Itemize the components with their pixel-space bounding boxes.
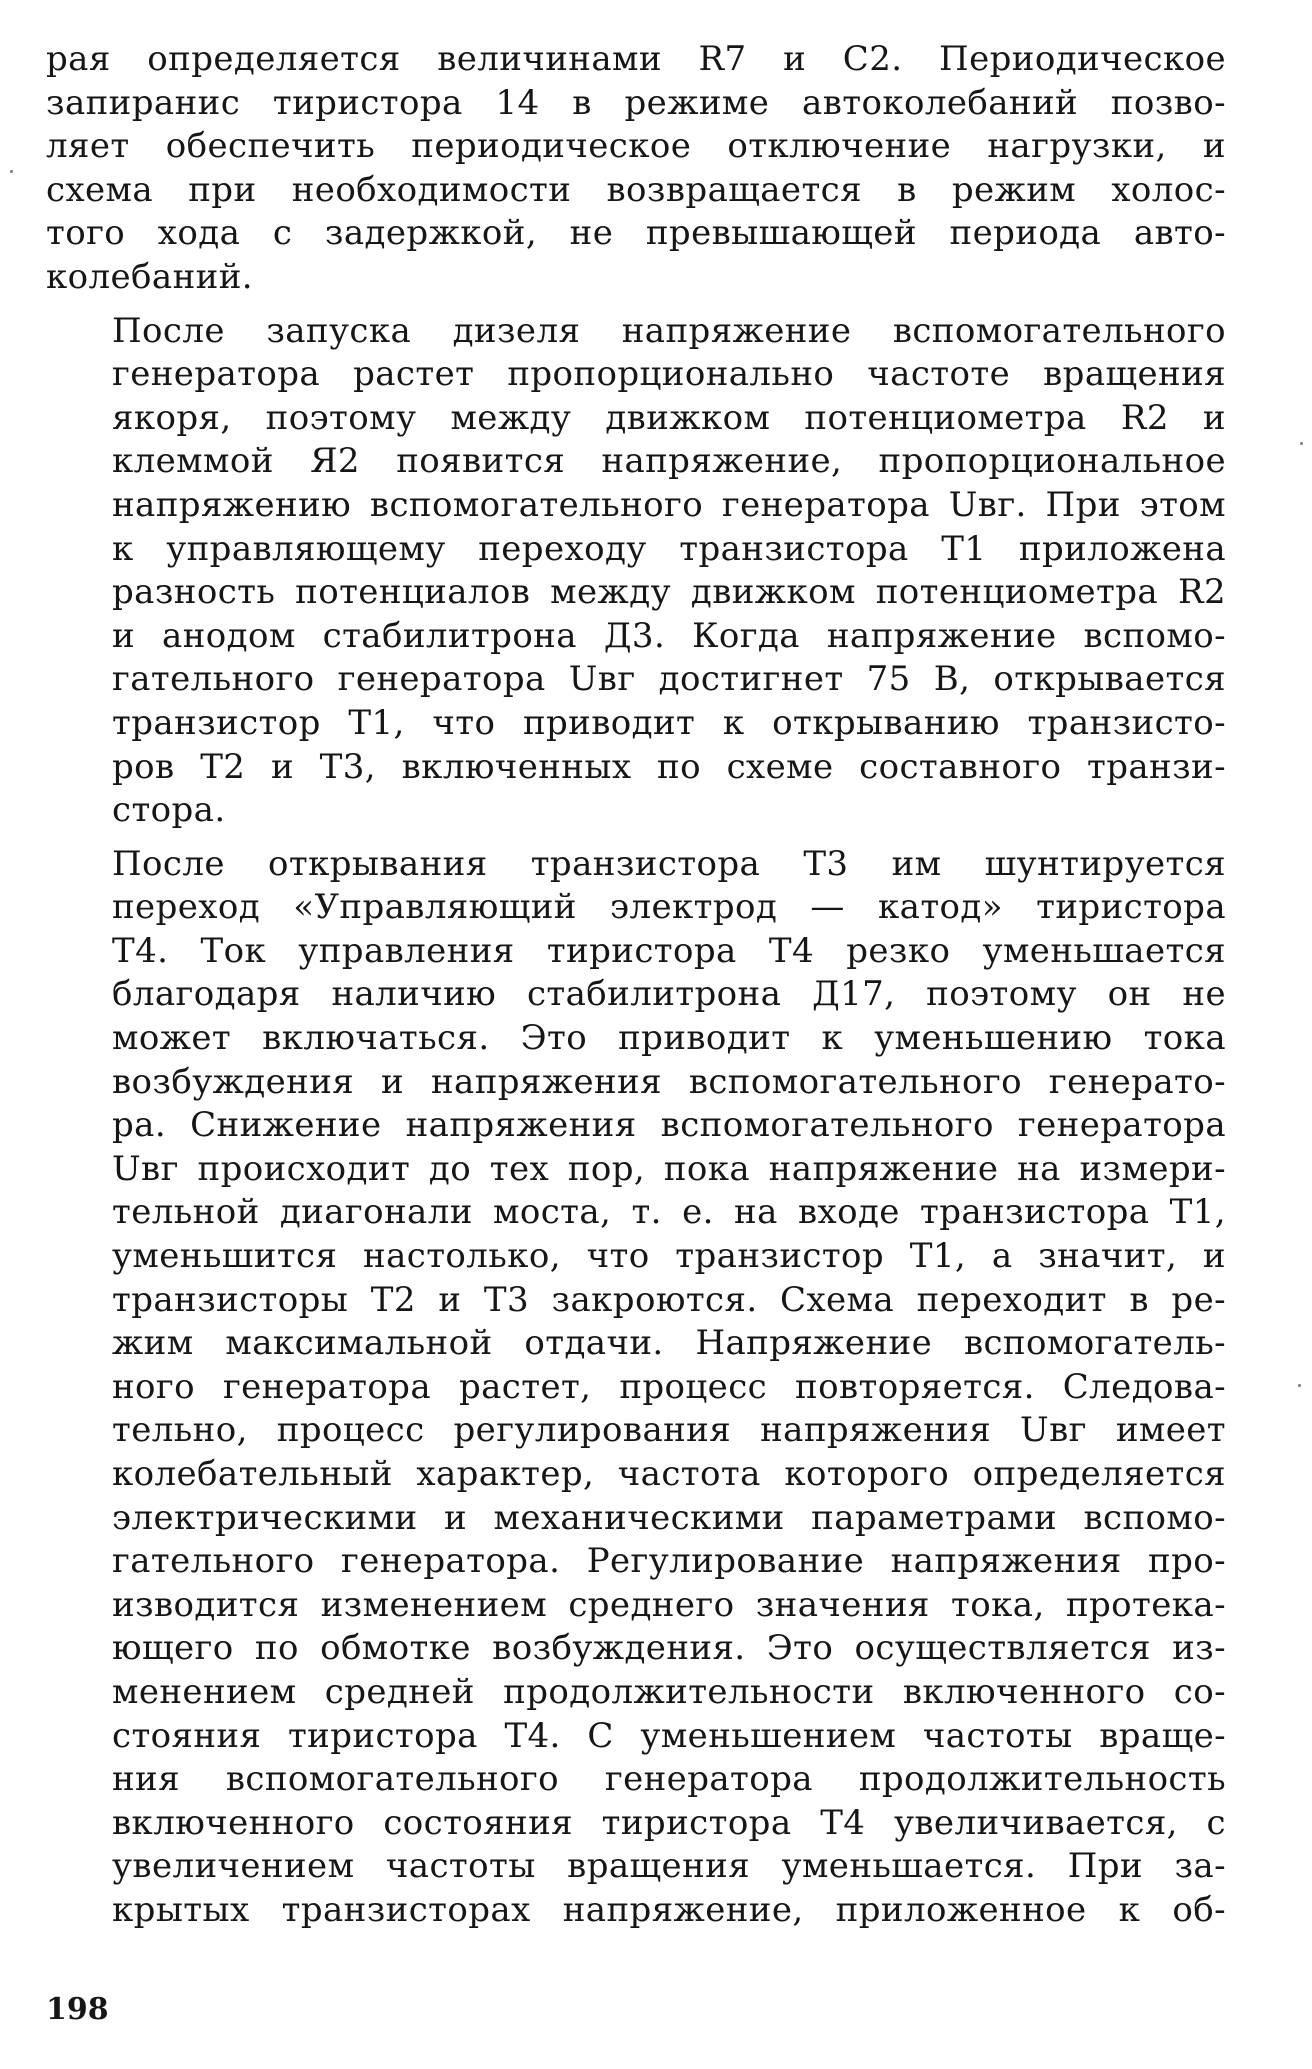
paragraph-3 <box>46 843 1226 1933</box>
text-line: колебаний. <box>46 256 253 297</box>
text-line: благодаря наличию стабилитрона Д17, поэтому он не <box>112 974 1226 1015</box>
text-line: стора. <box>112 790 226 831</box>
scan-speck <box>10 170 13 173</box>
text-line: ров T2 и T3, включенных по схеме составного транзи- <box>112 746 1226 787</box>
text-line: включенного состояния тиристора T4 увеличивается, с <box>112 1802 1226 1843</box>
text-line: T4. Ток управления тиристора T4 резко уменьшается <box>112 930 1226 971</box>
text-line: ющего по обмотке возбуждения. Это осуществляется из- <box>112 1628 1226 1669</box>
text-line: транзисторы T2 и T3 закроются. Схема переходит в ре- <box>112 1279 1226 1320</box>
text-line: менением средней продолжительности включенного со- <box>112 1671 1226 1712</box>
page-number: 198 <box>46 1992 109 2027</box>
text-line: Uвг происходит до тех пор, пока напряжение на измери- <box>112 1148 1226 1189</box>
text-line: рая определяется величинами R7 и C2. Периодическое <box>46 39 1226 79</box>
text-line: крытых транзисторах напряжение, приложенное к об- <box>112 1889 1226 1930</box>
text-line: клеммой Я2 появится напряжение, пропорциональное <box>112 441 1226 482</box>
text-line: ляет обеспечить периодическое отключение нагрузки, и <box>46 126 1226 167</box>
text-line: транзистор T1, что приводит к открыванию транзисто- <box>112 702 1226 743</box>
text-line: электрическими и механическими параметрами вспомо- <box>112 1497 1226 1538</box>
text-line: увеличением частоты вращения уменьшается. При за- <box>112 1846 1226 1887</box>
text-line: После открывания транзистора T3 им шунтируется <box>112 843 1226 884</box>
text-line: ного генератора растет, процесс повторяется. Следова- <box>112 1366 1226 1407</box>
text-line: схема при необходимости возвращается в режим холос- <box>46 169 1226 210</box>
text-line: ра. Снижение напряжения вспомогательного генератора <box>112 1105 1226 1146</box>
scan-speck <box>1300 442 1303 445</box>
text-line: переход «Управляющий электрод — катод» тиристора <box>112 887 1226 928</box>
page-text <box>46 38 1226 2028</box>
text-line: ния вспомогательного генератора продолжительность <box>112 1759 1226 1800</box>
scan-speck <box>1298 1384 1301 1387</box>
text-line: и анодом стабилитрона Д3. Когда напряжение вспомо- <box>112 615 1226 656</box>
text-line: жим максимальной отдачи. Напряжение вспомогатель- <box>112 1323 1226 1364</box>
text-line: тельно, процесс регулирования напряжения Uвг имеет <box>112 1410 1226 1451</box>
text-line: тельной диагонали моста, т. е. на входе транзистора T1, <box>112 1192 1226 1233</box>
text-line: гательного генератора. Регулирование напряжения про- <box>112 1541 1226 1582</box>
text-line: якоря, поэтому между движком потенциометра R2 и <box>112 397 1226 438</box>
text-line: колебательный характер, частота которого определяется <box>112 1454 1226 1494</box>
text-line: того хода с задержкой, не превышающей периода авто- <box>46 213 1226 254</box>
text-line: После запуска дизеля напряжение вспомогательного <box>112 310 1226 351</box>
text-line: генератора растет пропорционально частоте вращения <box>112 354 1226 395</box>
text-line: напряжению вспомогательного генератора Uвг. При этом <box>112 484 1226 525</box>
text-line: уменьшится настолько, что транзистор T1, а значит, и <box>112 1236 1226 1277</box>
text-line: разность потенциалов между движком потенциометра R2 <box>112 572 1226 613</box>
paragraph-1 <box>46 38 1226 300</box>
text-line: изводится изменением среднего значения тока, протека- <box>112 1584 1226 1625</box>
text-line: запиранис тиристора 14 в режиме автоколебаний позво- <box>46 82 1226 123</box>
text-line: гательного генератора Uвг достигнет 75 В, открывается <box>112 659 1226 700</box>
text-line: стояния тиристора T4. С уменьшением частоты враще- <box>112 1715 1226 1756</box>
paragraph-2 <box>46 310 1226 833</box>
text-line: может включаться. Это приводит к уменьшению тока <box>112 1018 1226 1059</box>
text-line: возбуждения и напряжения вспомогательного генерато- <box>112 1061 1226 1102</box>
text-line: к управляющему переходу транзистора T1 приложена <box>112 528 1226 569</box>
